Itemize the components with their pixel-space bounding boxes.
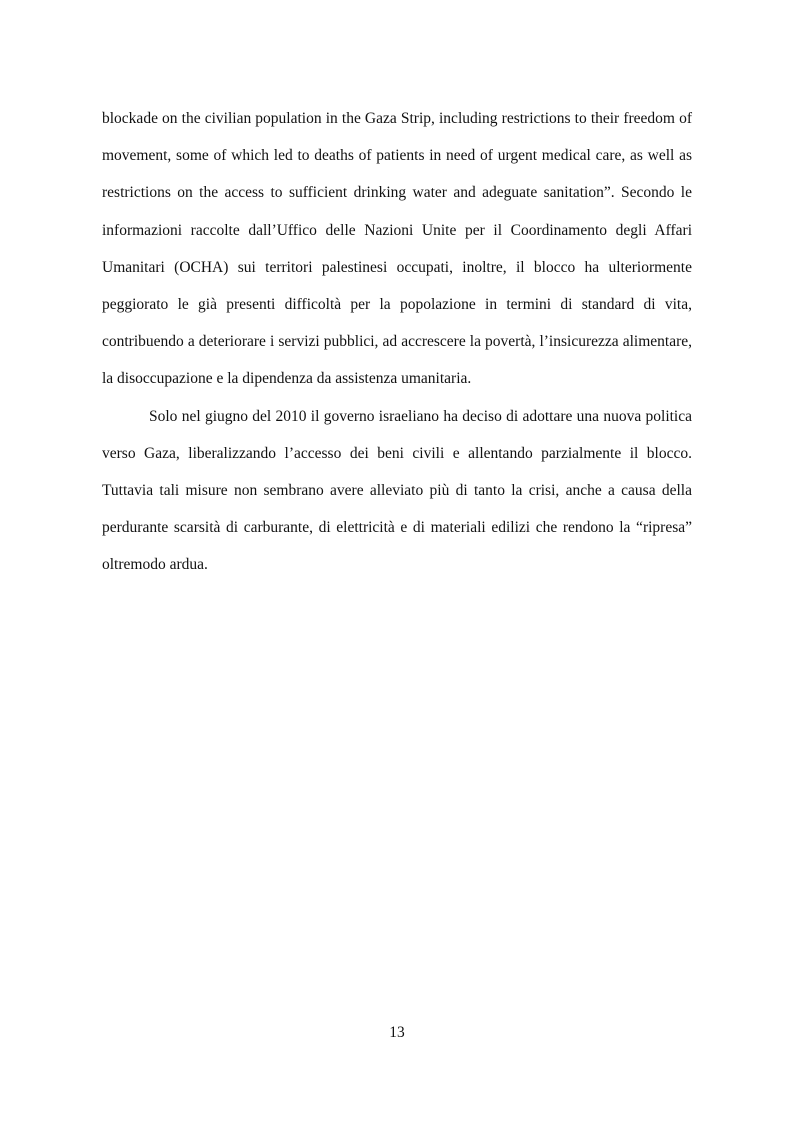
page-number: 13 [389,1024,405,1041]
paragraph-israeli-policy: Solo nel giugno del 2010 il governo israeliano ha deciso di adottare una nuova politica verso Gaza, liberalizzando l’accesso dei beni civili e allentando parzialmente il blocco. Tuttavia tali misure non sembrano avere alleviato più di tanto la crisi, anche a causa della perdurante scarsità di carburante, di elettricità e di materiali edilizi che rendono la “ripresa” oltremodo ardua. [102,407,692,574]
body-text [102,100,692,584]
paragraph-continuation: blockade on the civilian population in the Gaza Strip, including restrictions to their freedom of movement, some of which led to deaths of patients in need of urgent medical care, as well as restrictions on the access to sufficient drinking water and adeguate sanitation”. Secondo le informazioni raccolte dall’Uffico delle Nazioni Unite per il Coordinamento degli Affari Umanitari (OCHA) sui territori palestinesi occupati, inoltre, il blocco ha ulteriormente peggiorato le già presenti difficoltà per la popolazione in termini di standard di vita, contribuendo a deteriorare i servizi pubblici, ad accrescere la povertà, l’insicurezza alimentare, la disoccupazione e la dipendenza da assistenza umanitaria. [102,110,692,388]
